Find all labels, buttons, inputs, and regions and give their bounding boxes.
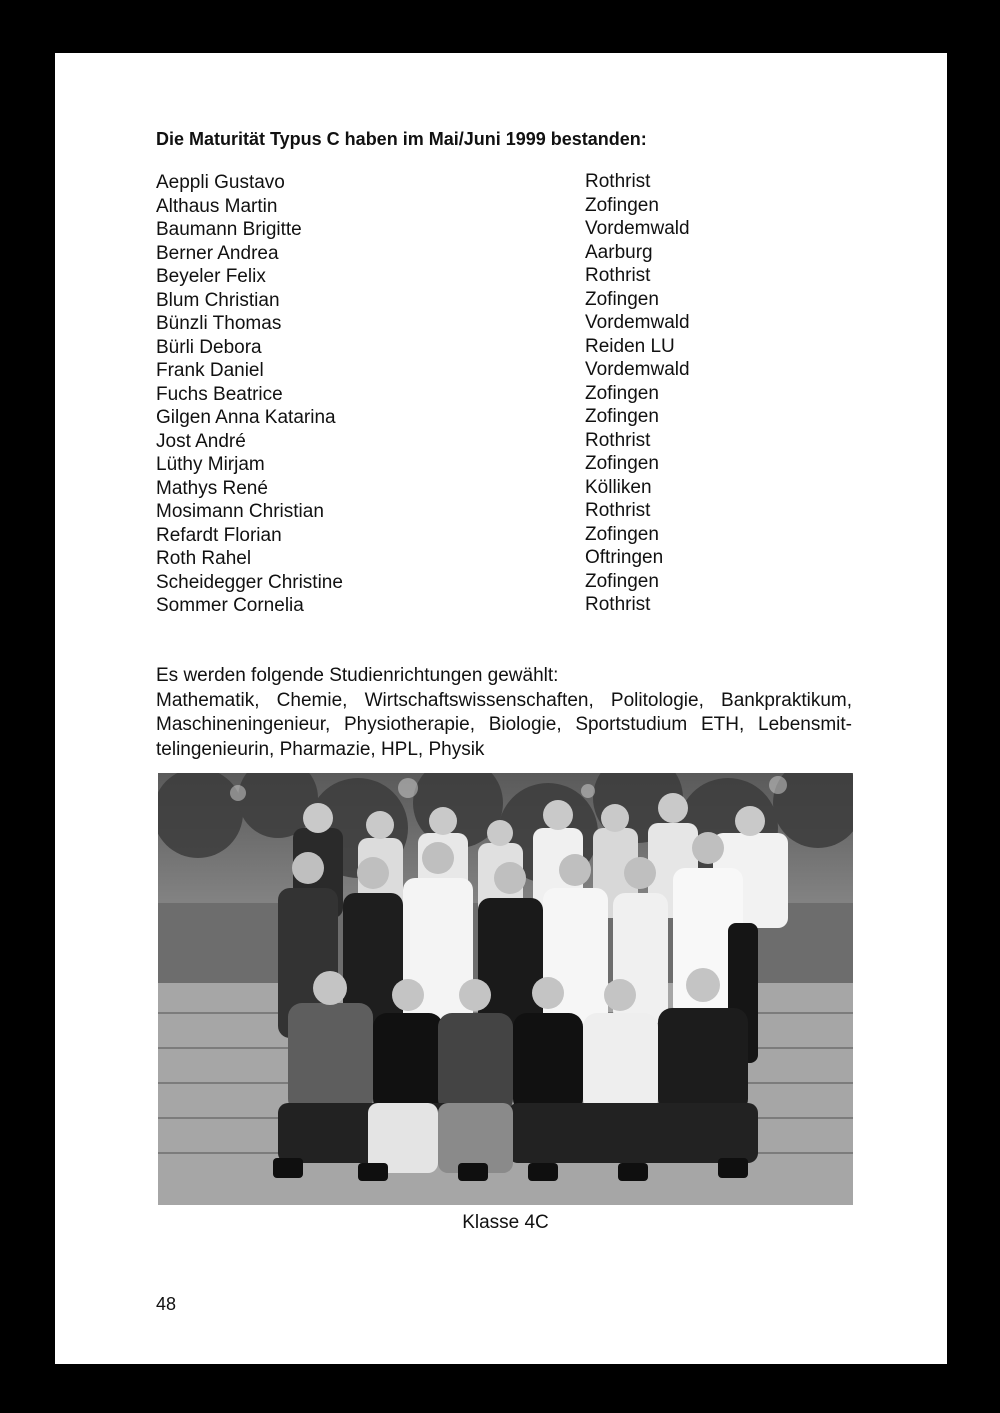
graduate-place: Rothrist	[585, 429, 651, 451]
graduate-name: Mathys René	[156, 477, 268, 499]
graduate-place: Oftringen	[585, 547, 664, 568]
graduate-place: Aarburg	[585, 241, 653, 263]
page-heading: Die Maturität Typus C haben im Mai/Juni 1999 bestanden:	[156, 129, 647, 149]
graduate-place: Rothrist	[585, 594, 651, 615]
graduate-name: Berner Andrea	[156, 242, 279, 264]
graduate-name: Mosimann Christian	[156, 501, 324, 522]
graduate-name: Sommer Cornelia	[156, 595, 304, 616]
graduate-name: Refardt Florian	[156, 524, 282, 546]
class-photo-illustration	[158, 773, 853, 1205]
graduate-name: Frank Daniel	[156, 360, 264, 381]
graduate-place: Kölliken	[585, 476, 652, 498]
graduate-place: Zofingen	[585, 194, 659, 216]
page-number: 48	[156, 1294, 177, 1314]
graduate-name: Jost André	[156, 430, 246, 452]
class-photo	[158, 773, 853, 1205]
graduate-name: Fuchs Beatrice	[156, 383, 283, 405]
graduate-place: Rothrist	[585, 171, 651, 192]
studies-paragraph	[156, 664, 852, 762]
graduate-place: Zofingen	[585, 406, 659, 427]
graduate-places-list	[585, 170, 690, 617]
graduate-name: Bünzli Thomas	[156, 313, 282, 334]
page	[55, 53, 947, 1364]
graduate-name: Lüthy Mirjam	[156, 454, 265, 475]
graduate-place: Rothrist	[585, 500, 651, 521]
graduate-place: Zofingen	[585, 288, 659, 310]
graduate-name: Beyeler Felix	[156, 266, 266, 287]
graduate-place: Vordemwald	[585, 218, 690, 239]
graduate-place: Reiden LU	[585, 335, 675, 357]
graduate-name: Bürli Debora	[156, 336, 262, 358]
graduate-name: Scheidegger Christine	[156, 571, 343, 593]
graduate-place: Zofingen	[585, 570, 659, 592]
graduate-name: Baumann Brigitte	[156, 219, 302, 240]
graduate-place: Zofingen	[585, 523, 659, 545]
graduate-place: Rothrist	[585, 265, 651, 286]
graduate-name: Aeppli Gustavo	[156, 172, 285, 193]
studies-intro: Es werden folgende Studienrichtungen gewählt:	[156, 665, 559, 686]
studies-list: Mathematik, Chemie, Wirtschaftswissenschaften, Politologie, Bankpraktikum, Maschineningenieur, Physiotherapie, Biologie, Sportstudium ETH, Lebensmit-telingenieurin, Pharmazie, HPL, Physik	[156, 689, 852, 760]
graduate-place: Zofingen	[585, 382, 659, 404]
graduate-name: Blum Christian	[156, 289, 280, 311]
graduate-names-list	[156, 171, 343, 618]
graduate-place: Vordemwald	[585, 312, 690, 333]
graduate-place: Zofingen	[585, 453, 659, 474]
graduate-place: Vordemwald	[585, 359, 690, 380]
photo-caption: Klasse 4C	[462, 1212, 549, 1233]
graduate-name: Althaus Martin	[156, 195, 278, 217]
graduate-name: Roth Rahel	[156, 548, 252, 569]
graduate-name: Gilgen Anna Katarina	[156, 407, 336, 428]
